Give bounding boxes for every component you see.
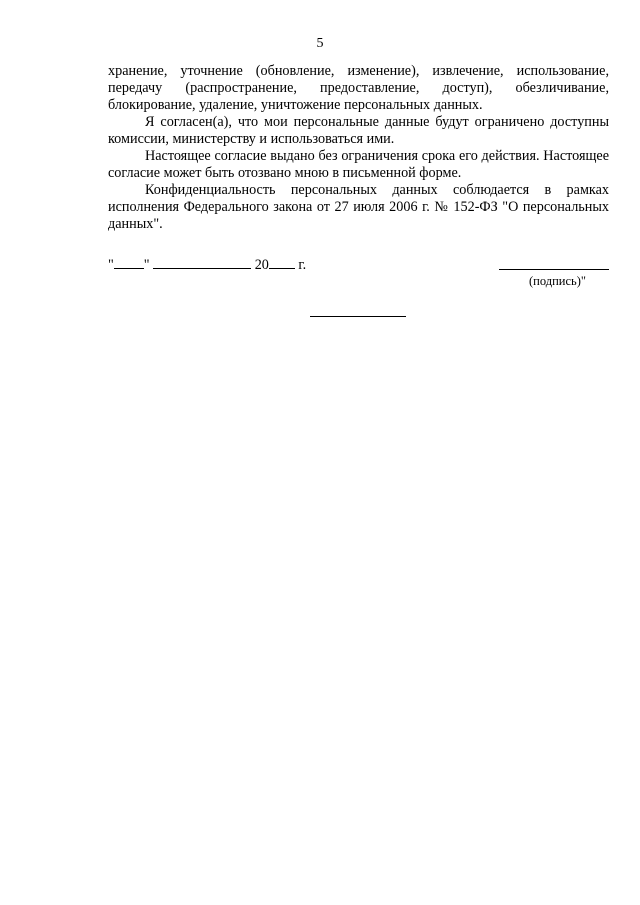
paragraph-data-access: Я согласен(а), что мои персональные данные будут ограничено доступны комиссии, министерству и использоваться ими.: [108, 114, 609, 147]
signature-caption: (подпись)": [529, 274, 586, 288]
paragraph-consent-validity: Настоящее согласие выдано без ограничения срока его действия. Настоящее согласие может быть отозвано мною в письменной форме.: [108, 148, 609, 181]
date-field: [108, 256, 306, 274]
month-blank: [153, 256, 251, 269]
year-suffix: г.: [298, 257, 307, 273]
quote-close: ": [143, 257, 150, 273]
page-number: 5: [316, 36, 324, 51]
signature-line: [499, 269, 609, 270]
day-blank: [114, 256, 144, 269]
quote-open: ": [108, 257, 114, 273]
paragraph-processing-actions: хранение, уточнение (обновление, изменение), извлечение, использование, передачу (распространение, предоставление, доступ), обезличивание, блокирование, удаление, уничтожение персональных данных.: [108, 63, 609, 113]
year-blank: [269, 256, 295, 269]
end-of-document-rule: [310, 316, 406, 317]
consent-text: [108, 63, 609, 233]
paragraph-confidentiality: Конфиденциальность персональных данных соблюдается в рамках исполнения Федерального закона от 27 июля 2006 г. № 152-ФЗ "О персональных данных".: [108, 182, 609, 232]
year-prefix: 20: [254, 257, 269, 273]
